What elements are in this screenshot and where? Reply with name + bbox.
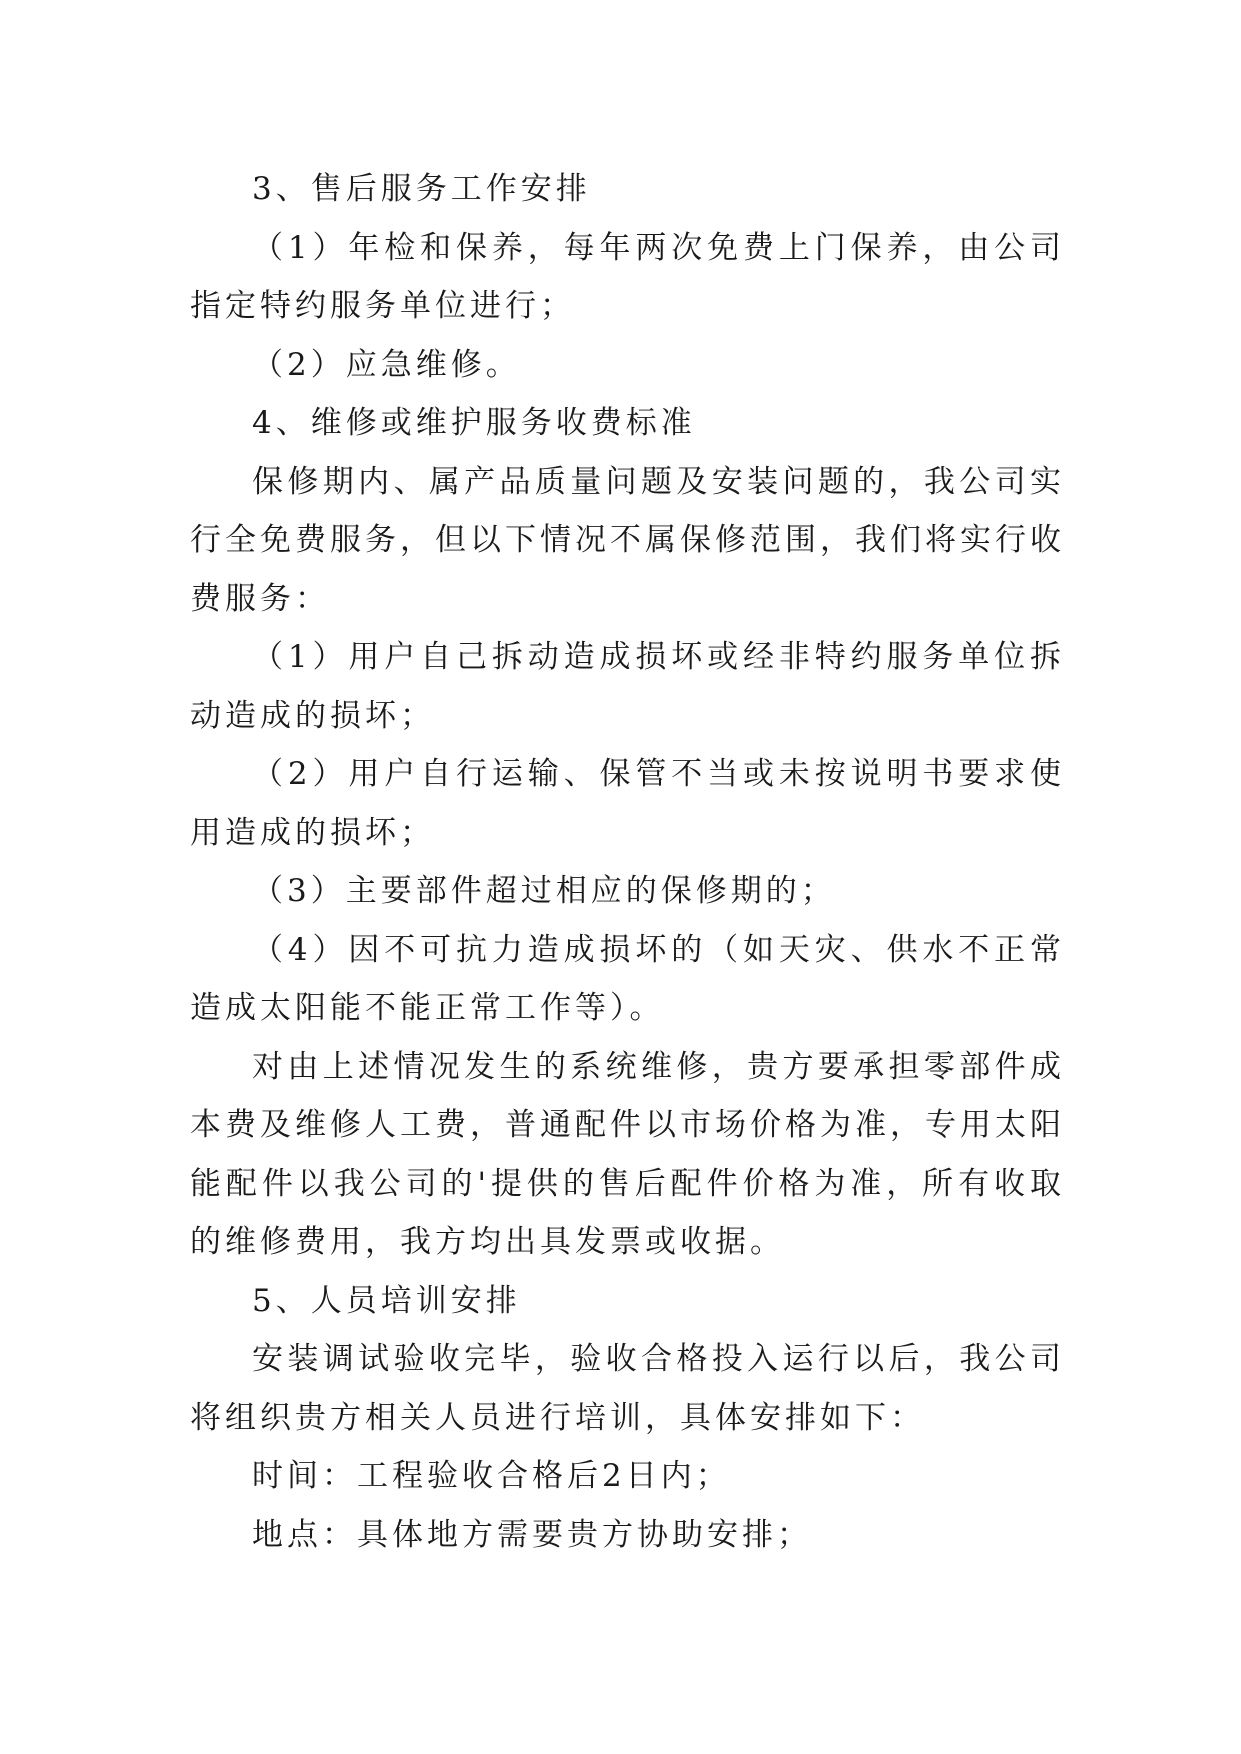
list-item-emergency-repair: （2）应急维修。 <box>252 346 521 383</box>
paragraph-training-time: 时间：工程验收合格后2日内； <box>252 1458 731 1494</box>
list-item-self-disassembly: （1）用户自己拆动造成损坏或经非特约服务单位拆动造成的损坏； <box>190 639 1065 734</box>
document-body <box>190 160 1065 1564</box>
paragraph-warranty-scope: 保修期内、属产品质量问题及安装问题的，我公司实行全免费服务，但以下情况不属保修范围，我们将实行收费服务： <box>190 463 1065 617</box>
section-heading-fee-standard: 4、维修或维护服务收费标准 <box>252 405 696 441</box>
list-item-warranty-expired: （3）主要部件超过相应的保修期的； <box>252 873 836 909</box>
list-item-force-majeure: （4）因不可抗力造成损坏的（如天灾、供水不正常造成太阳能不能正常工作等）。 <box>190 931 1065 1026</box>
list-item-improper-transport: （2）用户自行运输、保管不当或未按说明书要求使用造成的损坏； <box>190 756 1065 851</box>
section-heading-training: 5、人员培训安排 <box>252 1282 521 1319</box>
section-heading-after-sales: 3、售后服务工作安排 <box>252 171 591 207</box>
paragraph-training-location: 地点：具体地方需要贵方协助安排； <box>252 1516 812 1553</box>
paragraph-training-intro: 安装调试验收完毕，验收合格投入运行以后，我公司将组织贵方相关人员进行培训，具体安排如下： <box>190 1341 1065 1436</box>
paragraph-repair-costs: 对由上述情况发生的系统维修，贵方要承担零部件成本费及维修人工费，普通配件以市场价格为准，专用太阳能配件以我公司的'提供的售后配件价格为准，所有收取的维修费用，我方均出具发票或收据。 <box>190 1048 1065 1260</box>
list-item-annual-inspection: （1）年检和保养，每年两次免费上门保养，由公司指定特约服务单位进行； <box>190 229 1065 324</box>
